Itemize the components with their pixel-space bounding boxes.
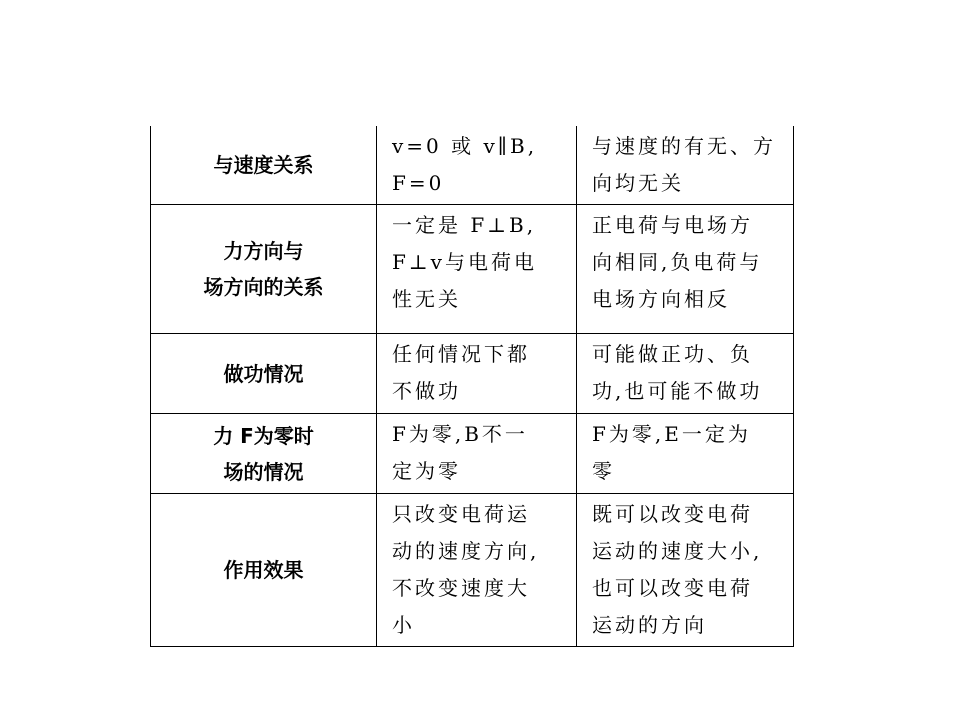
row-label-work	[151, 334, 377, 414]
cell-line: F为零,E一定为	[592, 422, 751, 446]
cell-line: 只改变电荷运	[392, 502, 530, 526]
cell-line: F⊥v与电荷电	[392, 250, 537, 274]
magnetic-force-cell	[377, 205, 577, 334]
label-line: 与速度关系	[213, 153, 314, 177]
cell-line: 向均无关	[592, 171, 684, 195]
cell-line: 零	[592, 459, 615, 483]
cell-line: 运动的速度大小,	[592, 539, 763, 563]
row-label-zero-force	[151, 414, 377, 494]
cell-line: 功,也可能不做功	[592, 379, 763, 403]
label-line: 做功情况	[223, 361, 304, 386]
table-row	[151, 334, 794, 414]
magnetic-force-cell	[377, 126, 577, 205]
cell-line: 运动的方向	[592, 613, 707, 637]
row-label-force-direction	[151, 205, 377, 334]
row-label-velocity-relation	[151, 126, 377, 205]
cell-line: 正电荷与电场方	[592, 213, 753, 237]
electric-force-cell	[577, 494, 794, 647]
cell-line: 向相同,负电荷与	[592, 250, 763, 274]
cell-line: v=0 或 v∥B,	[392, 134, 538, 158]
table-row	[151, 126, 794, 205]
cell-line: 既可以改变电荷	[592, 502, 753, 526]
label-line: 力 F为零时	[213, 423, 314, 448]
cell-line: 一定是 F⊥B,	[392, 213, 537, 237]
label-line: 场方向的关系	[203, 275, 324, 299]
magnetic-force-cell	[377, 494, 577, 647]
cell-line: 小	[392, 613, 415, 637]
cell-line: 电场方向相反	[592, 287, 730, 311]
cell-line: 可能做正功、负	[592, 342, 753, 366]
magnetic-force-cell	[377, 334, 577, 414]
table-row	[151, 414, 794, 494]
cell-line: 任何情况下都	[392, 342, 530, 366]
label-line: 场的情况	[223, 459, 304, 484]
cell-line: 性无关	[392, 287, 461, 311]
label-line: 力方向与	[223, 239, 304, 263]
label-line: 作用效果	[223, 558, 304, 582]
magnetic-force-cell	[377, 414, 577, 494]
cell-line: 动的速度方向,	[392, 539, 540, 563]
cell-line: 不改变速度大	[392, 576, 530, 600]
comparison-table	[150, 126, 794, 647]
electric-force-cell	[577, 334, 794, 414]
table-row	[151, 494, 794, 647]
table-row	[151, 205, 794, 334]
cell-line: 也可以改变电荷	[592, 576, 753, 600]
cell-line: F为零,B不一	[392, 422, 528, 446]
cell-line: 定为零	[392, 459, 461, 483]
electric-force-cell	[577, 414, 794, 494]
cell-line: 不做功	[392, 379, 461, 403]
electric-force-cell	[577, 205, 794, 334]
cell-line: F=0	[392, 171, 445, 195]
cell-line: 与速度的有无、方	[592, 134, 776, 158]
electric-force-cell	[577, 126, 794, 205]
row-label-effect	[151, 494, 377, 647]
